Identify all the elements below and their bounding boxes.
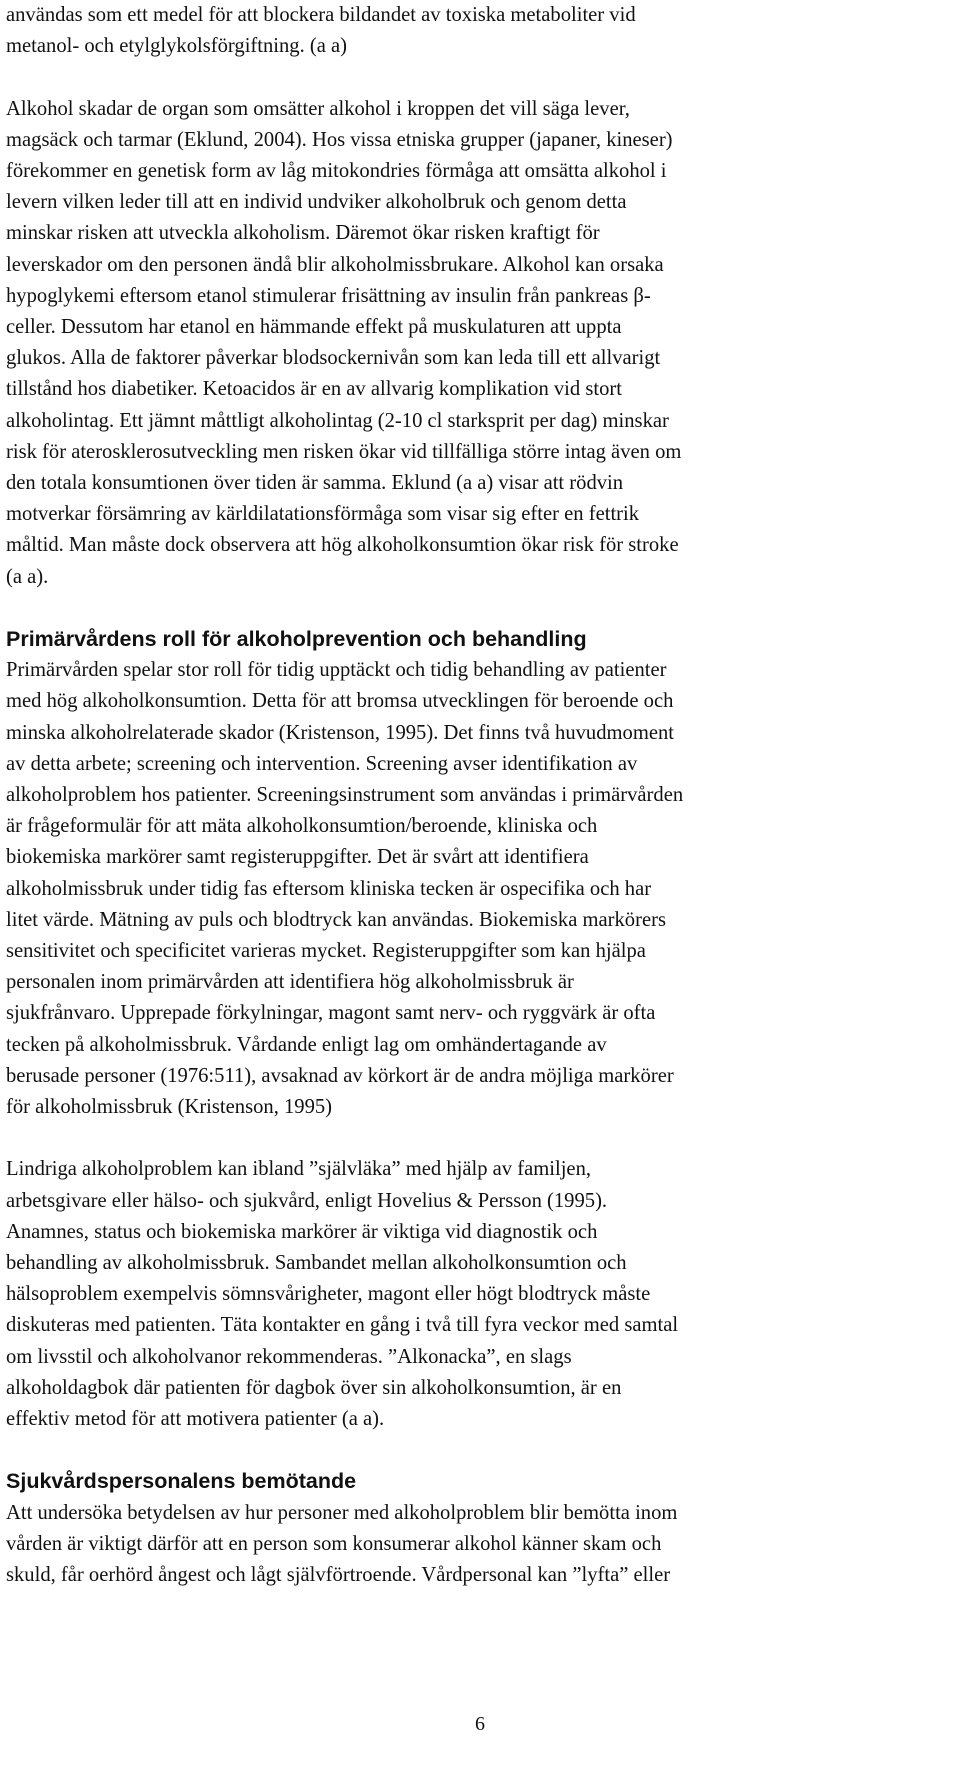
text-line: vården är viktigt därför att en person som konsumerar alkohol känner skam och xyxy=(6,1532,662,1555)
text-line: sjukfrånvaro. Upprepade förkylningar, magont samt nerv- och ryggvärk är ofta xyxy=(6,1002,656,1025)
text-line: tillstånd hos diabetiker. Ketoacidos är en av allvarig komplikation vid stort xyxy=(6,378,622,401)
text-line: förekommer en genetisk form av låg mitokondries förmåga att omsätta alkohol i xyxy=(6,160,667,182)
text-line: alkoholmissbruk under tidig fas eftersom kliniska tecken är ospecifika och har xyxy=(6,877,652,900)
text-line: minska alkoholrelaterade skador (Kristenson, 1995). Det finns två huvudmoment xyxy=(6,721,674,744)
text-line: alkoholproblem hos patienter. Screeningsinstrument som användas i primärvården xyxy=(6,784,684,807)
text-line: levern vilken leder till att en individ undviker alkoholbruk och genom detta xyxy=(6,191,627,214)
paragraph-gap xyxy=(6,62,940,93)
text-line: hälsoproblem exempelvis sömnsvårigheter, magont eller högt blodtryck måste xyxy=(6,1283,651,1306)
paragraph-primary-care xyxy=(6,655,940,1123)
text-line: biokemiska markörer samt registeruppgifter. Det är svårt att identifiera xyxy=(6,846,589,869)
paragraph-gap xyxy=(6,1435,940,1466)
text-line: personalen inom primärvården att identifiera hög alkoholmissbruk är xyxy=(6,971,574,994)
text-line: motverkar försämring av kärldilatationsförmåga som visar sig efter en fettrik xyxy=(6,503,640,526)
text-line: litet värde. Mätning av puls och blodtryck kan användas. Biokemiska markörers xyxy=(6,908,666,931)
text-line: Lindriga alkoholproblem kan ibland ”självläka” med hjälp av familjen, xyxy=(6,1158,592,1181)
text-line: berusade personer (1976:511), avsaknad av körkort är de andra möjliga markörer xyxy=(6,1064,674,1087)
paragraph-gap xyxy=(6,1123,940,1154)
text-line: för alkoholmissbruk (Kristenson, 1995) xyxy=(6,1096,333,1119)
paragraph-gap xyxy=(6,593,940,624)
text-line: tecken på alkoholmissbruk. Vårdande enligt lag om omhändertagande av xyxy=(6,1033,607,1056)
text-line: glukos. Alla de faktorer påverkar blodsockernivån som kan leda till ett allvarigt xyxy=(6,347,661,370)
text-line: diskuteras med patienten. Täta kontakter en gång i två till fyra veckor med samtal xyxy=(6,1314,679,1337)
text-line: behandling av alkoholmissbruk. Sambandet mellan alkoholkonsumtion och xyxy=(6,1252,627,1275)
intro-paragraph xyxy=(6,0,940,62)
page-number: 6 xyxy=(475,1713,485,1735)
text-line: alkoholdagbok där patienten för dagbok över sin alkoholkonsumtion, är en xyxy=(6,1376,622,1399)
text-line: alkoholintag. Ett jämnt måttligt alkoholintag (2-10 cl starksprit per dag) minskar xyxy=(6,409,669,432)
text-line: med hög alkoholkonsumtion. Detta för att bromsa utvecklingen för beroende och xyxy=(6,690,674,713)
paragraph-alcohol-damage xyxy=(6,94,940,593)
text-line: användas som ett medel för att blockera bildandet av toxiska metaboliter vid xyxy=(6,4,636,26)
text-line: måltid. Man måste dock observera att hög alkoholkonsumtion ökar risk för stroke xyxy=(6,534,679,557)
text-line: metanol- och etylglykolsförgiftning. (a a) xyxy=(6,35,348,58)
text-line: hypoglykemi eftersom etanol stimulerar frisättning av insulin från pankreas β- xyxy=(6,284,651,307)
text-line: arbetsgivare eller hälso- och sjukvård, enligt Hovelius & Persson (1995). xyxy=(6,1189,608,1212)
text-line: (a a). xyxy=(6,565,49,588)
text-line: minskar risken att utveckla alkoholism. Däremot ökar risken kraftigt för xyxy=(6,222,600,245)
text-line: är frågeformulär för att mäta alkoholkonsumtion/beroende, kliniska och xyxy=(6,815,598,838)
text-line: Att undersöka betydelsen av hur personer med alkoholproblem blir bemötta inom xyxy=(6,1501,678,1524)
text-line: om livsstil och alkoholvanor rekommenderas. ”Alkonacka”, en slags xyxy=(6,1345,572,1368)
text-line: sensitivitet och specificitet varieras mycket. Registeruppgifter som kan hjälpa xyxy=(6,940,646,963)
paragraph-mild-problems xyxy=(6,1154,940,1435)
text-line: skuld, får oerhörd ångest och lågt självförtroende. Vårdpersonal kan ”lyfta” eller xyxy=(6,1564,671,1587)
text-line: den totala konsumtionen över tiden är samma. Eklund (a a) visar att rödvin xyxy=(6,472,624,495)
section-heading-staff-treatment: Sjukvårdspersonalens bemötande xyxy=(6,1469,357,1494)
text-line: magsäck och tarmar (Eklund, 2004). Hos vissa etniska grupper (japaner, kineser) xyxy=(6,128,673,151)
text-line: Primärvården spelar stor roll för tidig upptäckt och tidig behandling av patienter xyxy=(6,659,667,682)
text-line: celler. Dessutom har etanol en hämmande effekt på muskulaturen att uppta xyxy=(6,316,622,339)
paragraph-staff-treatment xyxy=(6,1498,940,1592)
text-line: av detta arbete; screening och intervention. Screening avser identifikation av xyxy=(6,752,638,775)
text-line: leverskador om den personen ändå blir alkoholmissbrukare. Alkohol kan orsaka xyxy=(6,253,664,276)
text-line: risk för aterosklerosutveckling men risken ökar vid tillfälliga större intag även om xyxy=(6,440,682,463)
section-heading-primary-care: Primärvårdens roll för alkoholprevention och behandling xyxy=(6,627,587,652)
text-line: Alkohol skadar de organ som omsätter alkohol i kroppen det vill säga lever, xyxy=(6,97,630,120)
text-line: effektiv metod för att motivera patienter (a a). xyxy=(6,1408,385,1431)
text-line: Anamnes, status och biokemiska markörer är viktiga vid diagnostik och xyxy=(6,1220,598,1243)
